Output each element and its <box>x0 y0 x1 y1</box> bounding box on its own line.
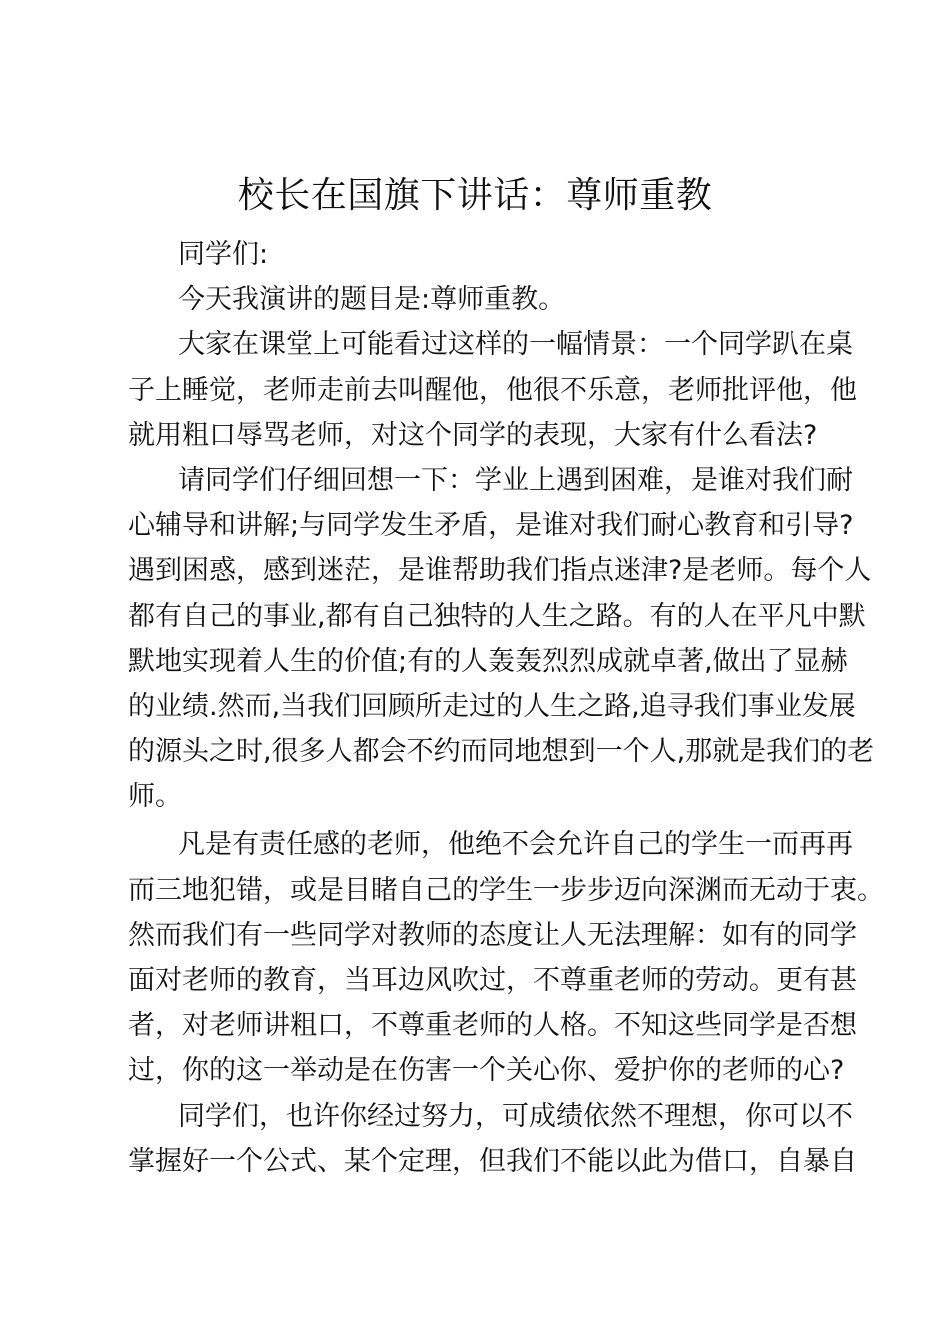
paragraph-line: 请同学们仔细回想一下：学业上遇到困难，是谁对我们耐 <box>178 464 853 496</box>
paragraph-line: 过，你的这一举动是在伤害一个关心你、爱护你的老师的心? <box>128 1055 845 1087</box>
document-title: 校长在国旗下讲话：尊师重教 <box>237 175 713 216</box>
paragraph-line: 遇到困惑，感到迷茫，是谁帮助我们指点迷津?是老师。每个人 <box>128 555 872 587</box>
paragraph-line: 心辅导和讲解;与同学发生矛盾，是谁对我们耐心教育和引导? <box>128 510 854 542</box>
paragraph-line: 然而我们有一些同学对教师的态度让人无法理解：如有的同学 <box>128 919 857 951</box>
paragraph-line: 就用粗口辱骂老师，对这个同学的表现，大家有什么看法? <box>128 419 818 451</box>
paragraph-line: 掌握好一个公式、某个定理，但我们不能以此为借口，自暴自 <box>128 1145 857 1177</box>
paragraph-line: 者，对老师讲粗口，不尊重老师的人格。不知这些同学是否想 <box>128 1010 857 1042</box>
paragraph-line: 大家在课堂上可能看过这样的一幅情景：一个同学趴在桌 <box>178 329 853 361</box>
paragraph-line: 子上睡觉，老师走前去叫醒他，他很不乐意，老师批评他，他 <box>128 374 857 406</box>
paragraph-line: 的业绩.然而,当我们回顾所走过的人生之路,追寻我们事业发展 <box>128 690 856 722</box>
paragraph-line: 凡是有责任感的老师，他绝不会允许自己的学生一而再再 <box>178 829 853 861</box>
paragraph-line: 而三地犯错，或是目睹自己的学生一步步迈向深渊而无动于衷。 <box>128 874 884 906</box>
paragraph-line: 师。 <box>128 781 182 813</box>
document-body <box>128 232 884 1184</box>
paragraph-line: 面对老师的教育，当耳边风吹过，不尊重老师的劳动。更有甚 <box>128 965 857 996</box>
topic-line: 今天我演讲的题目是:尊师重教。 <box>178 284 566 316</box>
salutation-line: 同学们: <box>178 239 269 270</box>
paragraph-line: 默地实现着人生的价值;有的人轰轰烈烈成就卓著,做出了显赫 <box>128 645 848 677</box>
paragraph-line: 都有自己的事业,都有自己独特的人生之路。有的人在平凡中默 <box>128 600 866 632</box>
paragraph-line: 同学们，也许你经过努力，可成绩依然不理想，你可以不 <box>178 1100 853 1132</box>
paragraph-line: 的源头之时,很多人都会不约而同地想到一个人,那就是我们的老 <box>128 736 875 768</box>
